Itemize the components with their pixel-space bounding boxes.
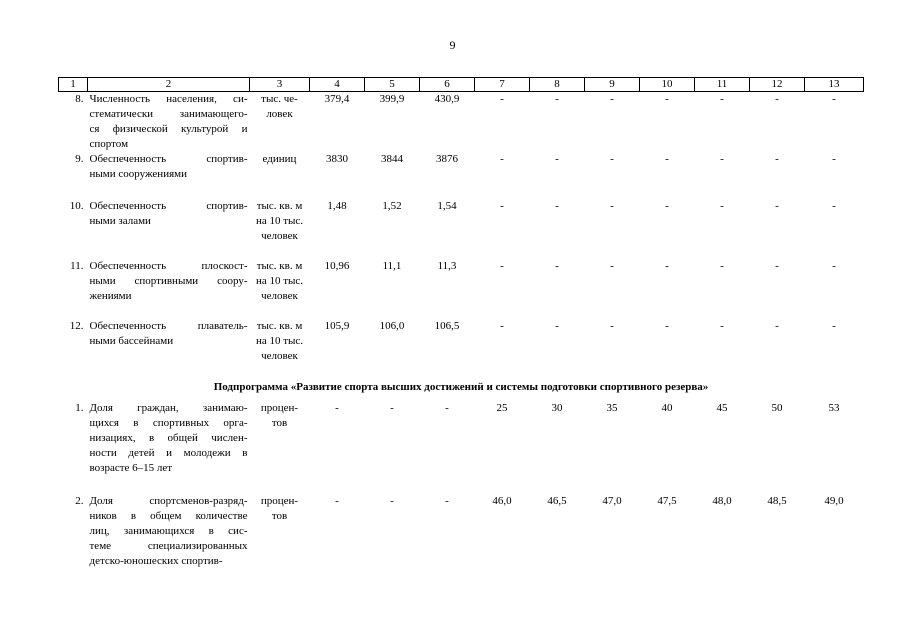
value-cell: - <box>832 320 836 332</box>
unit-line: на 10 тыс. <box>255 215 304 227</box>
unit-line: единиц <box>262 153 297 165</box>
row-number: 1. <box>75 402 84 414</box>
indicator-name-line: Обеспеченность спортив- <box>89 153 248 165</box>
value-cell: 1,54 <box>437 200 457 212</box>
value-cell: 46,5 <box>547 495 567 507</box>
value-cell: 45 <box>716 402 728 414</box>
value-cell: - <box>335 402 339 414</box>
value-cell: 46,0 <box>492 495 512 507</box>
row-number: 2. <box>75 495 84 507</box>
indicator-name-line: возрасте 6–15 лет <box>89 462 173 474</box>
header-cell: 7 <box>475 78 530 92</box>
value-cell: - <box>445 402 449 414</box>
value-cell: 35 <box>606 402 618 414</box>
value-cell: - <box>610 260 614 272</box>
header-cell: 10 <box>640 78 695 92</box>
value-cell: - <box>610 153 614 165</box>
unit-line: тыс. кв. м <box>256 260 303 272</box>
table-row <box>59 319 864 374</box>
indicator-name <box>88 152 250 199</box>
indicator-name <box>88 259 250 319</box>
value-cell: 3876 <box>436 153 458 165</box>
value-cell: - <box>445 495 449 507</box>
value-cell: - <box>555 200 559 212</box>
value-cell: 106,0 <box>379 320 405 332</box>
value-cell: - <box>665 200 669 212</box>
value-cell: - <box>720 200 724 212</box>
unit-cell <box>250 319 310 374</box>
table-row <box>59 259 864 319</box>
row-number: 10. <box>69 200 84 212</box>
header-cell: 11 <box>695 78 750 92</box>
table-row <box>59 494 864 569</box>
indicator-name <box>88 494 250 569</box>
unit-line: ловек <box>266 108 293 120</box>
value-cell: - <box>500 153 504 165</box>
unit-line: человек <box>261 290 298 302</box>
indicator-name-line: низациях, в общей числен- <box>89 432 248 444</box>
unit-cell <box>250 199 310 259</box>
value-cell: 3844 <box>381 153 403 165</box>
indicator-name-line: ся физической культурой и <box>89 123 248 135</box>
header-cell: 12 <box>750 78 805 92</box>
value-cell: 1,52 <box>382 200 402 212</box>
value-cell: - <box>500 93 504 105</box>
indicator-name-line: Доля граждан, занимаю- <box>89 402 248 414</box>
value-cell: - <box>555 260 559 272</box>
value-cell: - <box>500 200 504 212</box>
header-cell: 4 <box>310 78 365 92</box>
value-cell: - <box>610 93 614 105</box>
unit-line: тыс. кв. м <box>256 200 303 212</box>
value-cell: - <box>610 320 614 332</box>
value-cell: - <box>775 200 779 212</box>
unit-line: тов <box>271 510 288 522</box>
indicator-name-line: стематически занимающего- <box>89 108 248 120</box>
value-cell: 379,4 <box>324 93 350 105</box>
table-row <box>59 199 864 259</box>
value-cell: - <box>390 495 394 507</box>
value-cell: 10,96 <box>324 260 350 272</box>
value-cell: 53 <box>828 402 840 414</box>
indicator-name <box>88 199 250 259</box>
unit-cell <box>250 92 310 153</box>
row-number: 9. <box>75 153 84 165</box>
value-cell: - <box>775 153 779 165</box>
value-cell: 30 <box>551 402 563 414</box>
unit-line: тыс. че- <box>261 93 298 105</box>
unit-cell <box>250 259 310 319</box>
value-cell: - <box>775 260 779 272</box>
value-cell: 40 <box>661 402 673 414</box>
value-cell: - <box>500 260 504 272</box>
value-cell: - <box>555 153 559 165</box>
value-cell: - <box>720 93 724 105</box>
value-cell: 1,48 <box>327 200 347 212</box>
value-cell: - <box>500 320 504 332</box>
value-cell: 11,1 <box>382 260 402 272</box>
value-cell: - <box>775 93 779 105</box>
indicator-name-line: ников в общем количестве <box>89 510 248 522</box>
value-cell: - <box>555 93 559 105</box>
header-cell: 8 <box>530 78 585 92</box>
value-cell: 48,5 <box>767 495 787 507</box>
value-cell: - <box>720 153 724 165</box>
indicator-name-line: ными бассейнами <box>89 335 174 347</box>
value-cell: - <box>335 495 339 507</box>
value-cell: 430,9 <box>434 93 460 105</box>
value-cell: 105,9 <box>324 320 350 332</box>
indicator-name-line: Численность населения, си- <box>89 93 248 105</box>
unit-cell <box>250 494 310 569</box>
unit-line: человек <box>261 350 298 362</box>
unit-cell <box>250 152 310 199</box>
header-cell: 6 <box>420 78 475 92</box>
value-cell: - <box>720 320 724 332</box>
header-cell: 9 <box>585 78 640 92</box>
value-cell: - <box>665 153 669 165</box>
indicator-name-line: ными залами <box>89 215 151 227</box>
row-number: 8. <box>75 93 84 105</box>
unit-cell <box>250 401 310 494</box>
value-cell: - <box>832 153 836 165</box>
header-cell: 5 <box>365 78 420 92</box>
value-cell: - <box>665 260 669 272</box>
row-number: 11. <box>70 260 84 272</box>
page-number: 9 <box>449 38 456 52</box>
indicator-name <box>88 401 250 494</box>
indicator-name <box>88 92 250 153</box>
section-row <box>59 374 864 401</box>
value-cell: - <box>555 320 559 332</box>
table-row <box>59 92 864 153</box>
value-cell: - <box>610 200 614 212</box>
value-cell: - <box>720 260 724 272</box>
value-cell: - <box>832 260 836 272</box>
indicator-name <box>88 319 250 374</box>
header-cell: 13 <box>805 78 864 92</box>
indicator-name-line: спортом <box>89 138 129 150</box>
value-cell: 3830 <box>326 153 348 165</box>
value-cell: 25 <box>496 402 508 414</box>
value-cell: 11,3 <box>437 260 457 272</box>
indicator-name-line: Обеспеченность спортив- <box>89 200 248 212</box>
value-cell: 50 <box>771 402 783 414</box>
value-cell: - <box>775 320 779 332</box>
value-cell: 47,0 <box>602 495 622 507</box>
indicator-name-line: детско-юношеских спортив- <box>89 555 223 567</box>
indicator-name-line: ными спортивными соору- <box>89 275 248 287</box>
header-cell: 2 <box>88 78 250 92</box>
header-cell: 1 <box>59 78 88 92</box>
unit-line: процен- <box>260 402 299 414</box>
value-cell: 49,0 <box>824 495 844 507</box>
value-cell: - <box>390 402 394 414</box>
indicator-name-line: ными сооружениями <box>89 168 187 180</box>
value-cell: 399,9 <box>379 93 405 105</box>
indicator-name-line: жениями <box>89 290 132 302</box>
unit-line: тов <box>271 417 288 429</box>
unit-line: тыс. кв. м <box>256 320 303 332</box>
indicators-table <box>58 77 864 569</box>
value-cell: - <box>832 200 836 212</box>
indicator-name-line: Обеспеченность плоскост- <box>89 260 248 272</box>
value-cell: 48,0 <box>712 495 732 507</box>
indicator-name-line: Обеспеченность плаватель- <box>89 320 248 332</box>
header-row <box>59 78 864 92</box>
unit-line: на 10 тыс. <box>255 335 304 347</box>
unit-line: человек <box>261 230 298 242</box>
indicator-name-line: ности детей и молодежи в <box>89 447 248 459</box>
unit-line: на 10 тыс. <box>255 275 304 287</box>
indicator-name-line: Доля спортсменов-разряд- <box>89 495 248 507</box>
table-body <box>59 78 864 570</box>
section-title: Подпрограмма «Развитие спорта высших достижений и системы подготовки спортивного резерва» <box>213 381 709 393</box>
table-row <box>59 401 864 494</box>
value-cell: - <box>832 93 836 105</box>
header-cell: 3 <box>250 78 310 92</box>
row-number: 12. <box>69 320 84 332</box>
value-cell: 47,5 <box>657 495 677 507</box>
value-cell: 106,5 <box>434 320 460 332</box>
value-cell: - <box>665 320 669 332</box>
indicator-name-line: щихся в спортивных орга- <box>89 417 248 429</box>
indicator-name-line: теме специализированных <box>89 540 248 552</box>
indicator-name-line: лиц, занимающихся в сис- <box>89 525 248 537</box>
unit-line: процен- <box>260 495 299 507</box>
value-cell: - <box>665 93 669 105</box>
table-row <box>59 152 864 199</box>
